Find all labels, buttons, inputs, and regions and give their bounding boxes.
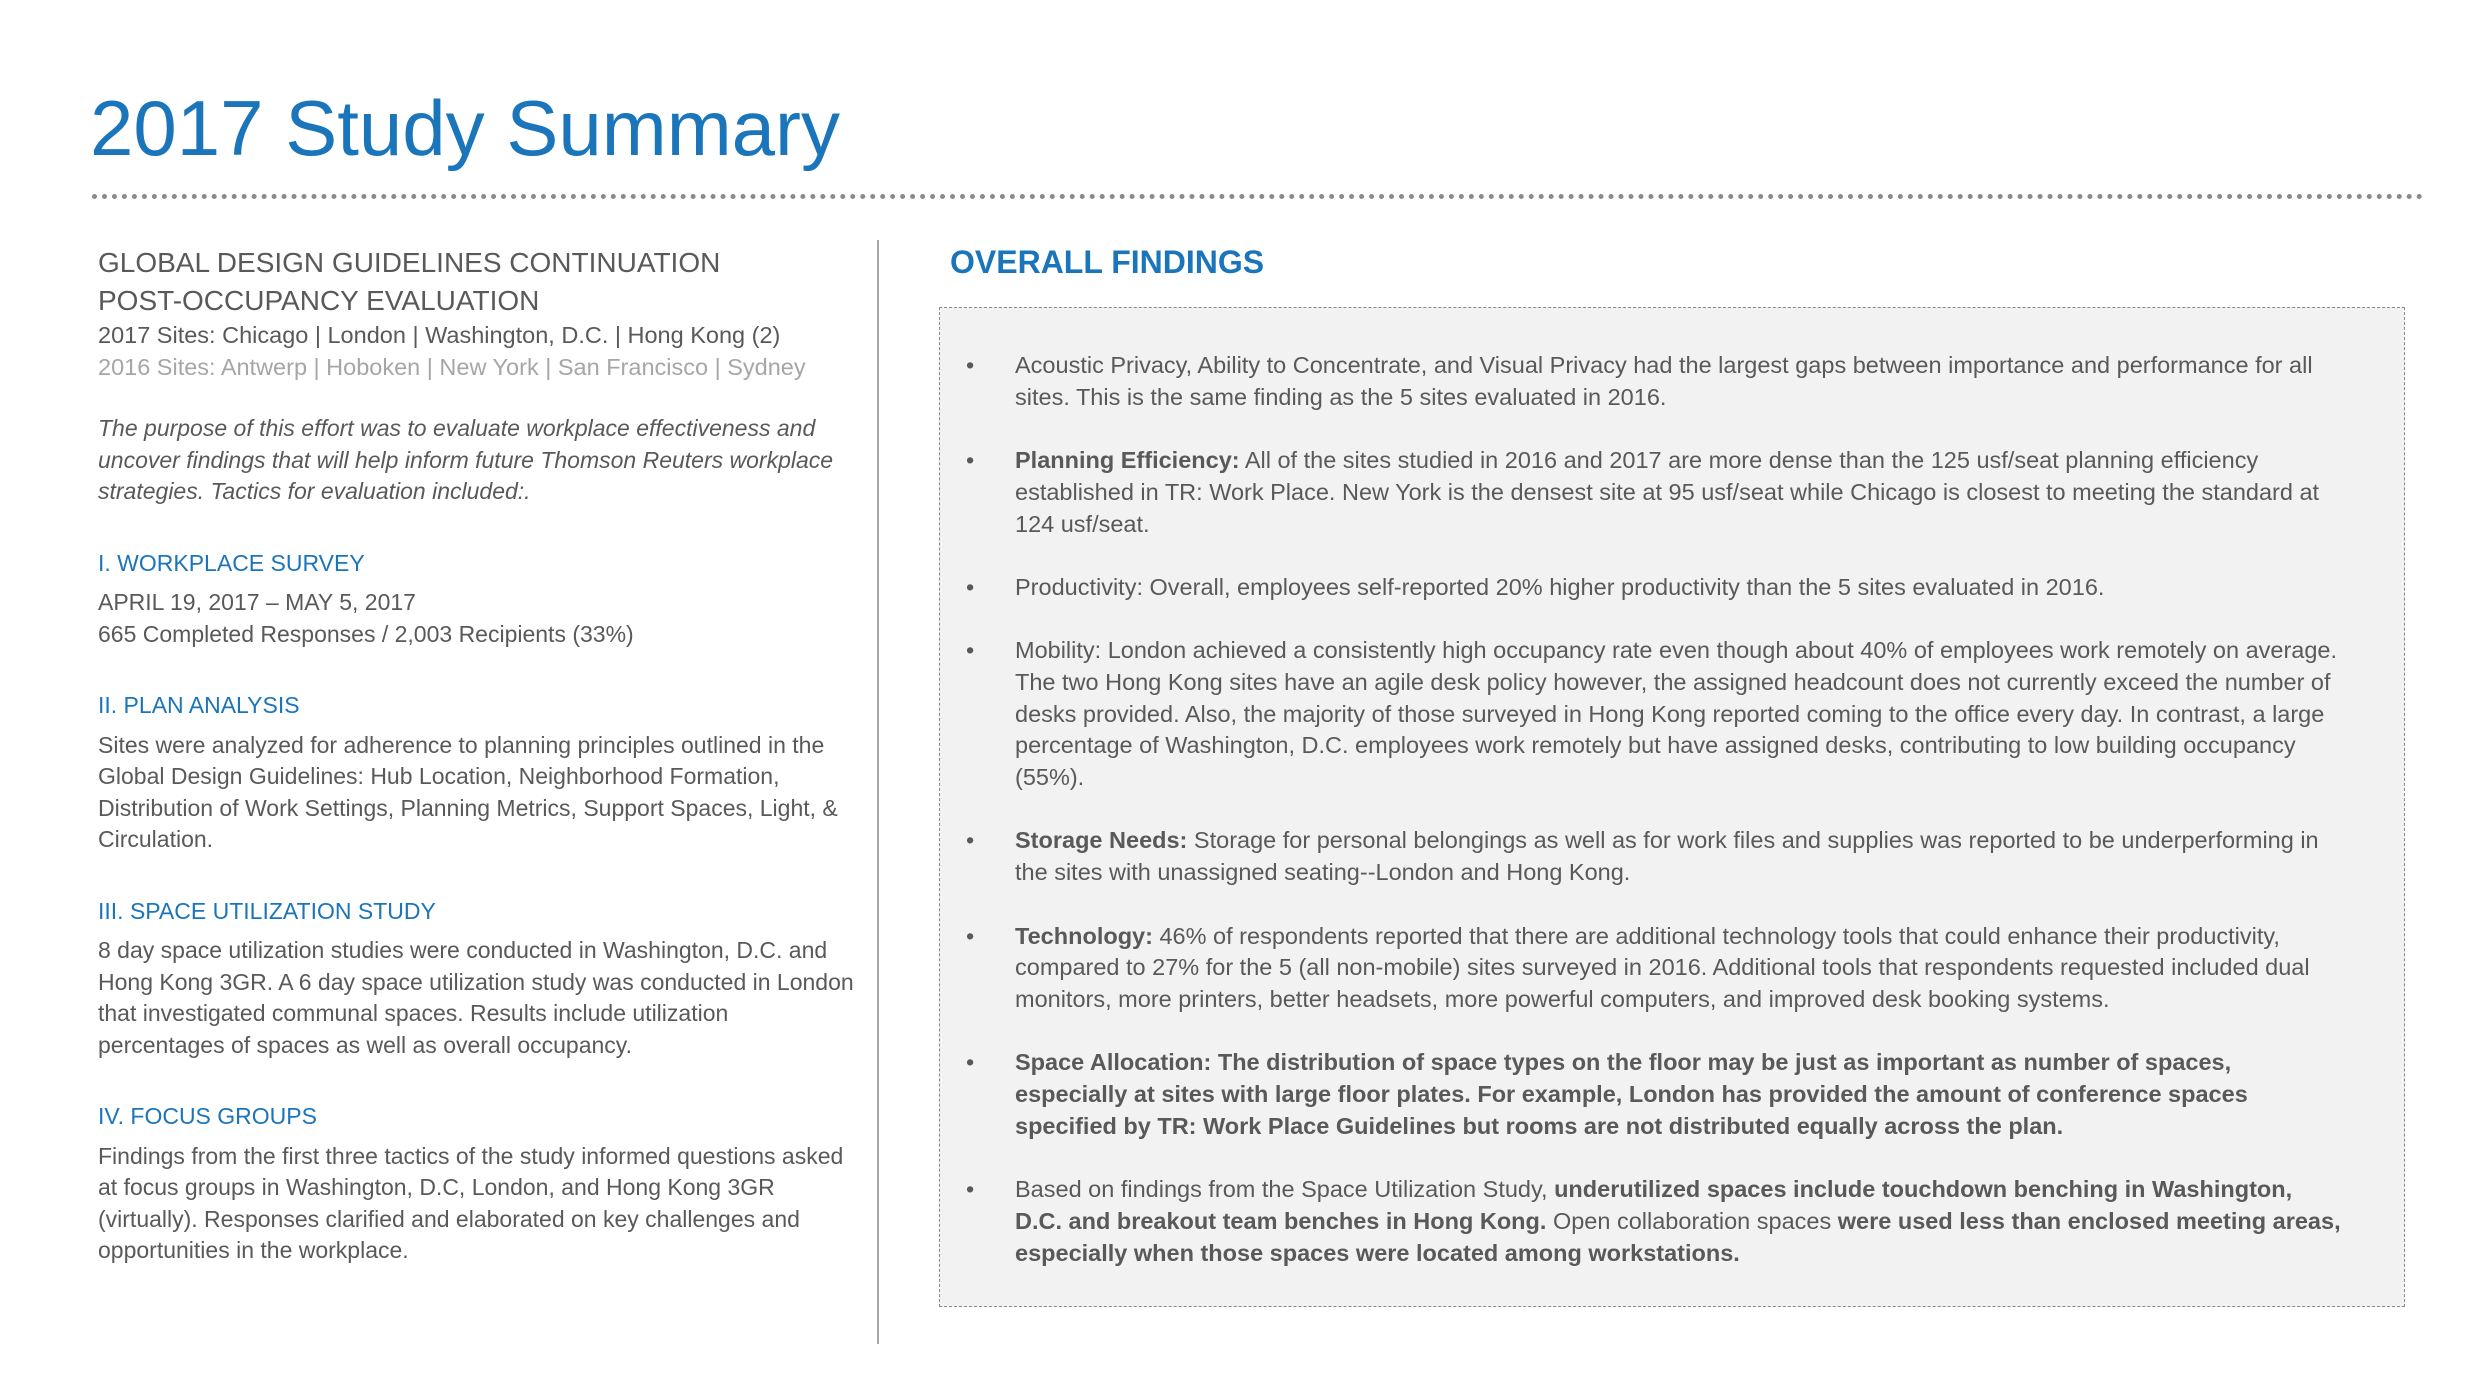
finding-mobility — [966, 635, 2345, 794]
bullet-icon: • — [966, 922, 975, 949]
bullet-icon: • — [966, 1049, 975, 1076]
page-title: 2017 Study Summary — [90, 84, 841, 172]
finding-label: Storage Needs: — [1015, 827, 1188, 854]
bullet-icon: • — [966, 1176, 975, 1203]
finding-text: Mobility: London achieved a consistently high occupancy rate even though about 40% of employees work remotely on average. The two Hong Kong sites have an agile desk policy however, the assigned headcount does not currently exceed the number of desks provided. Also, the majority of those surveyed in Hong Kong reported coming to the office every day. In contrast, a large percentage of Washington, D.C. employees work remotely but have assigned desks, contributing to low building occupancy (55%). — [1015, 637, 2338, 791]
survey-responses: 665 Completed Responses / 2,003 Recipients (33%) — [98, 620, 634, 647]
sites-2016: 2016 Sites: Antwerp | Hoboken | New York | San Francisco | Sydney — [98, 353, 806, 380]
section-title-focus-groups: IV. FOCUS GROUPS — [98, 1103, 317, 1129]
bullet-icon: • — [966, 637, 975, 664]
bullet-icon: • — [966, 352, 975, 378]
finding-text: Productivity: Overall, employees self-reported 20% higher productivity than the 5 sites evaluated in 2016. — [1015, 573, 2105, 600]
guidelines-heading: GLOBAL DESIGN GUIDELINES CONTINUATION — [98, 247, 721, 278]
findings-list — [966, 350, 2345, 1301]
finding-space-allocation — [966, 1047, 2345, 1142]
finding-bold-text: underutilized spaces include touchdown benching in Washington, D.C. and breakout team benches in Hong Kong. — [1015, 1176, 2293, 1234]
finding-text: All of the sites studied in 2016 and 2017 are more dense than the 125 usf/seat planning efficiency established in TR: Work Place. New York is the densest site at 95 usf/seat while Chicago is closest to meeting the standard at 124 usf/seat. — [1015, 447, 2320, 537]
section-title-plan-analysis: II. PLAN ANALYSIS — [98, 692, 300, 718]
sites-2017: 2017 Sites: Chicago | London | Washington, D.C. | Hong Kong (2) — [98, 322, 781, 348]
findings-box — [939, 307, 2405, 1307]
finding-text: Open collaboration spaces — [1546, 1207, 1838, 1234]
purpose-statement: The purpose of this effort was to evaluate workplace effectiveness and uncover findings that will help inform future Thomson Reuters workplace strategies. Tactics for evaluation included:. — [98, 415, 834, 504]
finding-label: Technology: — [1015, 922, 1153, 949]
survey-dates: APRIL 19, 2017 – MAY 5, 2017 — [98, 589, 416, 615]
bullet-icon: • — [966, 827, 975, 854]
evaluation-heading: POST-OCCUPANCY EVALUATION — [98, 285, 540, 316]
finding-technology — [966, 921, 2345, 1016]
bullet-icon: • — [966, 447, 975, 474]
finding-text: Storage for personal belongings as well as for work files and supplies was reported to be underperforming in the sites with unassigned seating--London and Hong Kong. — [1015, 827, 2319, 886]
section-title-workplace-survey: I. WORKPLACE SURVEY — [98, 549, 365, 576]
finding-planning-efficiency — [966, 445, 2345, 540]
bullet-icon: • — [966, 573, 975, 600]
left-column — [98, 244, 858, 1267]
finding-space-utilization — [966, 1174, 2345, 1269]
finding-label: Planning Efficiency: — [1015, 447, 1240, 474]
plan-analysis-text: Sites were analyzed for adherence to planning principles outlined in the Global Design Guidelines: Hub Location, Neighborhood Formation, Distribution of Work Settings, Planning Metrics, Support Spaces, Light, & Circulation. — [98, 731, 838, 852]
finding-text: Based on findings from the Space Utilization Study, — [1015, 1176, 1555, 1203]
finding-productivity — [966, 572, 2345, 604]
focus-groups-text: Findings from the first three tactics of the study informed questions asked at focus groups in Washington, D.C, London, and Hong Kong 3GR (virtually). Responses clarified and elaborated on key challenges and opportunities in the workplace. — [98, 1142, 844, 1263]
finding-acoustic-privacy — [966, 350, 2345, 413]
finding-label: Space Allocation: The distribution of space types on the floor may be just as important as number of spaces, especially at sites with large floor plates. For example, London has provided the amount of conference spaces specified by TR: Work Place Guidelines but rooms are not distributed equally across the plan. — [1015, 1049, 2248, 1139]
findings-title: OVERALL FINDINGS — [950, 244, 1265, 280]
finding-bold-text: were used less than enclosed meeting areas, especially when those spaces were located among workstations. — [1015, 1207, 2341, 1266]
dotted-divider — [92, 194, 2424, 199]
finding-text: Acoustic Privacy, Ability to Concentrate, and Visual Privacy had the largest gaps between importance and performance for all sites. This is the same finding as the 5 sites evaluated in 2016. — [1015, 352, 2313, 410]
finding-text: 46% of respondents reported that there are additional technology tools that could enhance their productivity, compared to 27% for the 5 (all non-mobile) sites surveyed in 2016. Additional tools that respondents requested included dual monitors, more printers, better headsets, more powerful computers, and improved desk booking systems. — [1015, 922, 2310, 1012]
finding-storage-needs — [966, 825, 2345, 888]
section-title-space-utilization: III. SPACE UTILIZATION STUDY — [98, 897, 436, 924]
space-utilization-text: 8 day space utilization studies were conducted in Washington, D.C. and Hong Kong 3GR. A 6 day space utilization study was conducted in London that investigated communal spaces. Results include utilization percentages of spaces as well as overall occupancy. — [98, 937, 854, 1058]
column-divider — [877, 240, 879, 1344]
